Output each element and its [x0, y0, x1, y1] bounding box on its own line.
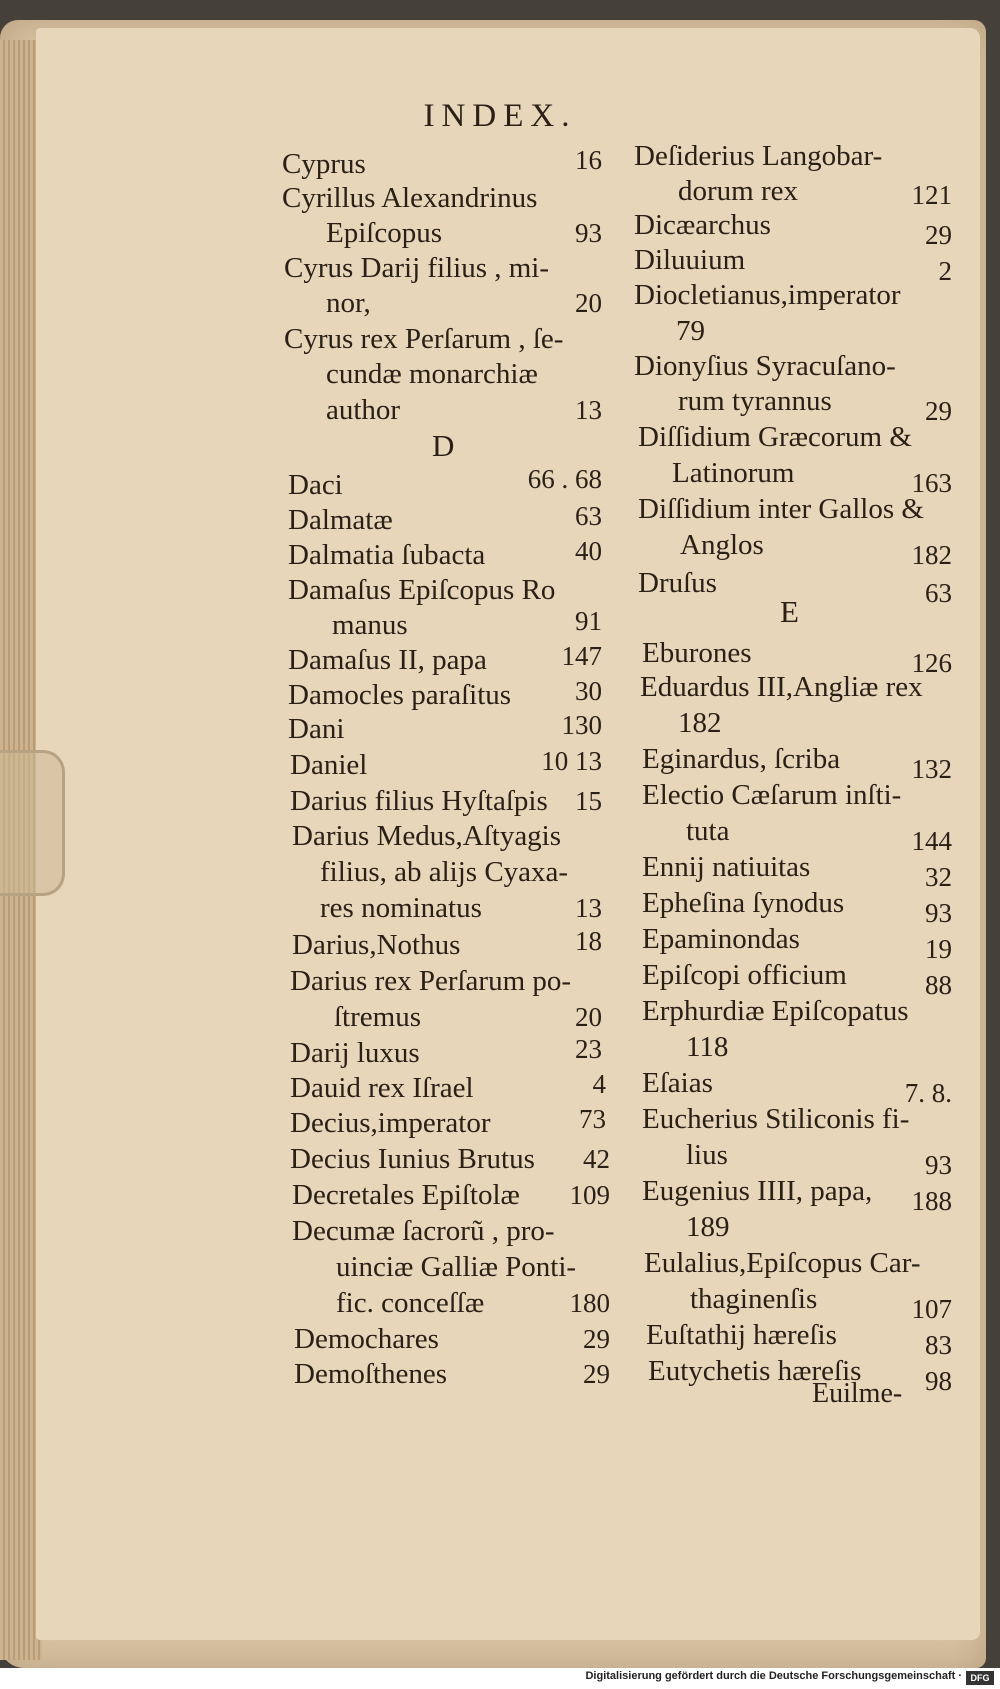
index-page-ref: 66 . 68: [527, 464, 602, 494]
index-page-ref: 93: [575, 218, 602, 248]
index-entry: 118: [686, 1031, 729, 1063]
index-entry: Decretales Epiſtolæ: [292, 1179, 520, 1211]
index-entry: Electio Cæſarum inſti-: [642, 779, 902, 811]
index-entry: Demoſthenes: [294, 1358, 448, 1390]
index-entry: Daci: [288, 469, 343, 501]
index-entry: Eugenius IIII, papa,: [642, 1175, 873, 1207]
index-entry: Damaſus Epiſcopus Ro: [288, 574, 556, 606]
index-entry: Cyrillus Alexandrinus: [282, 182, 538, 214]
index-page-ref: 15: [575, 786, 602, 816]
index-entry: thaginenſis: [690, 1283, 818, 1315]
index-page-ref: 29: [925, 220, 952, 250]
index-entry: Damocles paraſitus: [288, 679, 512, 711]
index-page-ref: 2: [938, 256, 952, 286]
running-head: INDEX.: [423, 98, 577, 134]
attribution-bar: [0, 1668, 1000, 1689]
index-entry: Decius Iunius Brutus: [290, 1143, 535, 1175]
index-page-ref: 32: [925, 862, 952, 892]
index-page-ref: 23: [575, 1034, 602, 1064]
index-page-ref: 88: [925, 970, 952, 1000]
attribution-text: Digitalisierung gefördert durch die Deutsche Forschungsgemeinschaft ·: [585, 1670, 962, 1682]
index-page-ref: 107: [911, 1294, 952, 1324]
index-page-ref: 30: [575, 676, 602, 706]
index-entry: Diocletianus,imperator: [634, 279, 901, 311]
index-page-ref: 29: [583, 1359, 610, 1389]
index-entry: Cyrus rex Perſarum , ſe-: [284, 323, 564, 355]
index-entry: Dauid rex Iſrael: [290, 1072, 474, 1104]
index-entry: 182: [678, 707, 722, 739]
index-entry: manus: [332, 609, 408, 641]
index-entry: Latinorum: [672, 457, 795, 489]
index-entry: fic. conceſſæ: [336, 1287, 485, 1319]
index-page-ref: 144: [911, 826, 952, 856]
index-entry: rum tyrannus: [678, 385, 832, 417]
index-page-ref: 10 13: [541, 746, 602, 776]
index-page-ref: 19: [925, 934, 952, 964]
index-entry: Dionyſius Syracuſano-: [634, 350, 896, 382]
index-page-ref: 18: [575, 926, 602, 956]
index-page-ref: 13: [575, 893, 602, 923]
index-entry: Erphurdiæ Epiſcopatus: [642, 995, 909, 1027]
index-entry: Eutychetis hæreſis: [648, 1355, 862, 1387]
index-entry: Diluuium: [634, 244, 746, 276]
index-page-ref: 29: [583, 1324, 610, 1354]
index-page-ref: 93: [925, 898, 952, 928]
index-page-ref: 121: [911, 180, 952, 210]
index-page-ref: 20: [575, 288, 602, 318]
index-entry: Diſſidium Græcorum &: [638, 421, 912, 453]
dfg-logo: DFG: [966, 1671, 994, 1685]
index-entry: Cyrus Darij filius , mi-: [284, 252, 550, 284]
index-entry: dorum rex: [678, 175, 798, 207]
index-entry: tuta: [686, 815, 730, 847]
index-entry: Diſſidium inter Gallos &: [638, 493, 924, 525]
index-entry: Epiſcopi officium: [642, 959, 847, 991]
index-entry: cundæ monarchiæ: [326, 358, 538, 390]
index-page-ref: 73: [579, 1104, 606, 1134]
index-page-ref: 180: [569, 1288, 610, 1318]
index-entry: Eburones: [642, 637, 752, 669]
index-page-ref: 63: [925, 578, 952, 608]
index-page-ref: 29: [925, 396, 952, 426]
index-entry: uinciæ Galliæ Ponti-: [336, 1251, 577, 1283]
index-entry: Darius rex Perſarum po-: [290, 965, 572, 997]
page-clip: [0, 750, 65, 896]
index-page-ref: 91: [575, 606, 602, 636]
index-entry: Darius,Nothus: [292, 929, 461, 961]
index-entry: Eginardus, ſcriba: [642, 743, 841, 775]
index-page-ref: 163: [911, 468, 952, 498]
index-page-ref: 40: [575, 536, 602, 566]
index-entry: Druſus: [638, 567, 717, 599]
index-entry: Ennij natiuitas: [642, 851, 811, 883]
index-entry: Epheſina ſynodus: [642, 887, 845, 919]
index-page-ref: 20: [575, 1002, 602, 1032]
index-page-ref: 109: [569, 1180, 610, 1210]
index-page-ref: 188: [911, 1186, 952, 1216]
index-entry: res nominatus: [320, 892, 482, 924]
index-entry: Dani: [288, 713, 345, 745]
index-entry: Dalmatia ſubacta: [288, 539, 486, 571]
index-page-ref: 42: [583, 1144, 610, 1174]
index-entry: Decius,imperator: [290, 1107, 491, 1139]
index-entry: filius, ab alijs Cyaxa-: [320, 856, 569, 888]
index-entry: Eucherius Stiliconis fi-: [642, 1103, 910, 1135]
index-entry: lius: [686, 1139, 728, 1171]
index-page-ref: 63: [575, 501, 602, 531]
index-entry: Darius Medus,Aſtyagis: [292, 820, 562, 852]
index-entry: Dicæarchus: [634, 209, 771, 241]
index-entry: Cyprus: [282, 148, 366, 180]
index-entry: Darius filius Hyſtaſpis: [290, 785, 548, 817]
index-page-ref: 182: [911, 540, 952, 570]
section-letter: D: [432, 428, 455, 463]
catchword: Euilme-: [812, 1378, 903, 1409]
index-entry: Euſtathij hæreſis: [646, 1319, 837, 1351]
index-page-ref: 132: [911, 754, 952, 784]
index-page-ref: 147: [561, 641, 602, 671]
index-page-ref: 7. 8.: [904, 1078, 952, 1108]
index-entry: 79: [676, 315, 705, 347]
index-entry: Dalmatæ: [288, 504, 393, 536]
section-letter: E: [780, 594, 799, 629]
index-page-ref: 126: [911, 648, 952, 678]
index-entry: author: [326, 394, 401, 426]
index-entry: Deſiderius Langobar-: [634, 140, 883, 172]
index-entry: Decumæ ſacrorũ , pro-: [292, 1215, 555, 1247]
index-page-ref: 16: [575, 145, 602, 175]
index-entry: Darij luxus: [290, 1037, 420, 1069]
index-entry: Demochares: [294, 1323, 439, 1355]
index-entry: 189: [686, 1211, 730, 1243]
index-entry: ſtremus: [334, 1001, 421, 1033]
index-page-ref: 98: [925, 1366, 952, 1396]
index-entry: Epaminondas: [642, 923, 800, 955]
index-page-ref: 13: [575, 395, 602, 425]
index-page-ref: 93: [925, 1150, 952, 1180]
index-page-ref: 83: [925, 1330, 952, 1360]
index-page-ref: 130: [561, 710, 602, 740]
index-entry: Eſaias: [642, 1067, 713, 1099]
index-page-ref: 4: [592, 1069, 606, 1099]
index-entry: Anglos: [680, 529, 764, 561]
index-entry: nor,: [326, 287, 371, 319]
index-entry: Epiſcopus: [326, 217, 442, 249]
index-entry: Eulalius,Epiſcopus Car-: [644, 1247, 921, 1279]
index-entry: Damaſus II, papa: [288, 644, 487, 676]
index-entry: Daniel: [290, 749, 368, 781]
index-entry: Eduardus III,Angliæ rex: [640, 671, 923, 703]
